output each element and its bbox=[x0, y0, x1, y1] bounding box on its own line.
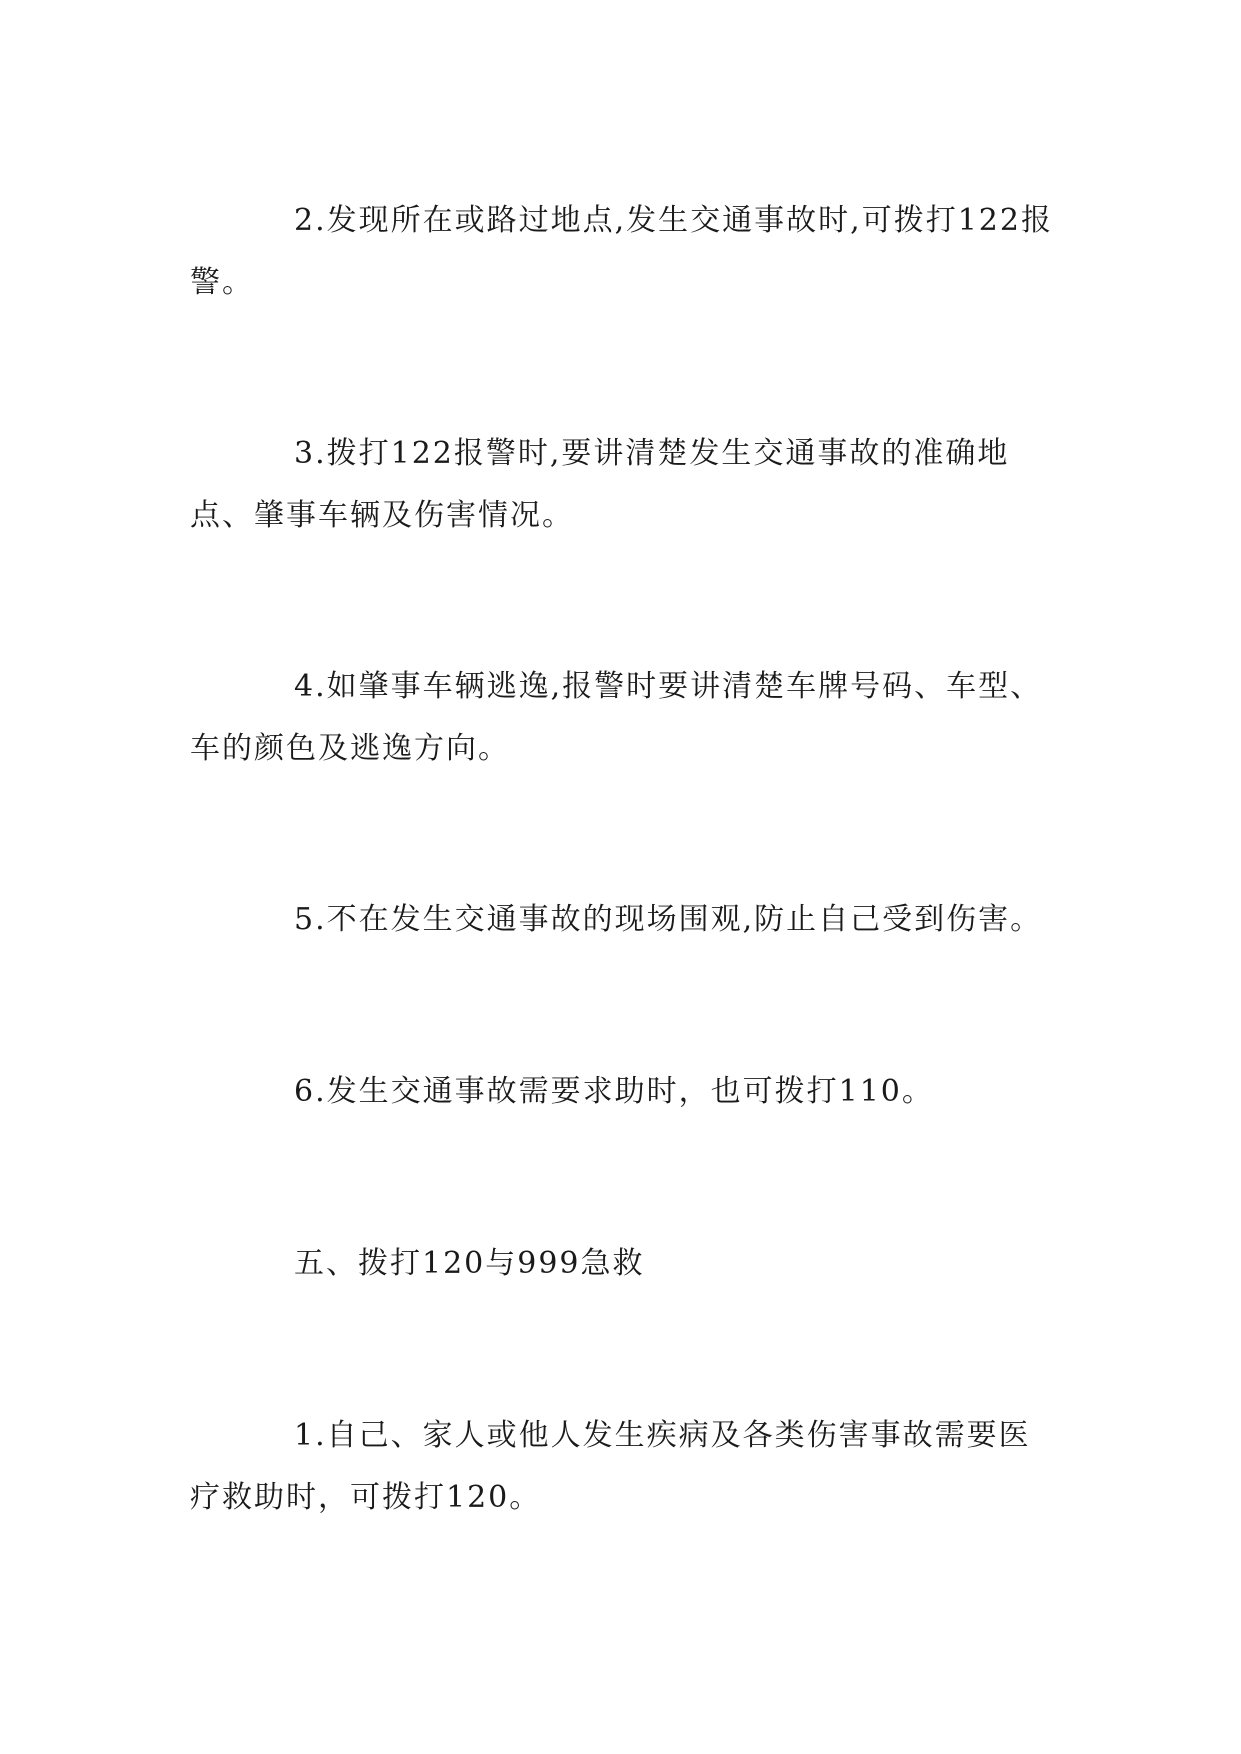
section-heading: 五、拨打120与999急救 bbox=[294, 1246, 645, 1281]
paragraph-item-3: 3.拨打122报警时,要讲清楚发生交通事故的准确地点、肇事车辆及伤害情况。 bbox=[190, 436, 1010, 533]
section-paragraph-item-1: 1.自己、家人或他人发生疾病及各类伤害事故需要医疗救助时，可拨打120。 bbox=[190, 1418, 1031, 1515]
paragraph-item-4: 4.如肇事车辆逃逸,报警时要讲清楚车牌号码、车型、车的颜色及逃逸方向。 bbox=[190, 669, 1043, 766]
paragraph-item-2: 2.发现所在或路过地点,发生交通事故时,可拨打122报警。 bbox=[190, 203, 1053, 300]
paragraph-item-5: 5.不在发生交通事故的现场围观,防止自己受到伤害。 bbox=[294, 902, 1043, 937]
paragraph-item-6: 6.发生交通事故需要求助时，也可拨打110。 bbox=[294, 1074, 934, 1109]
